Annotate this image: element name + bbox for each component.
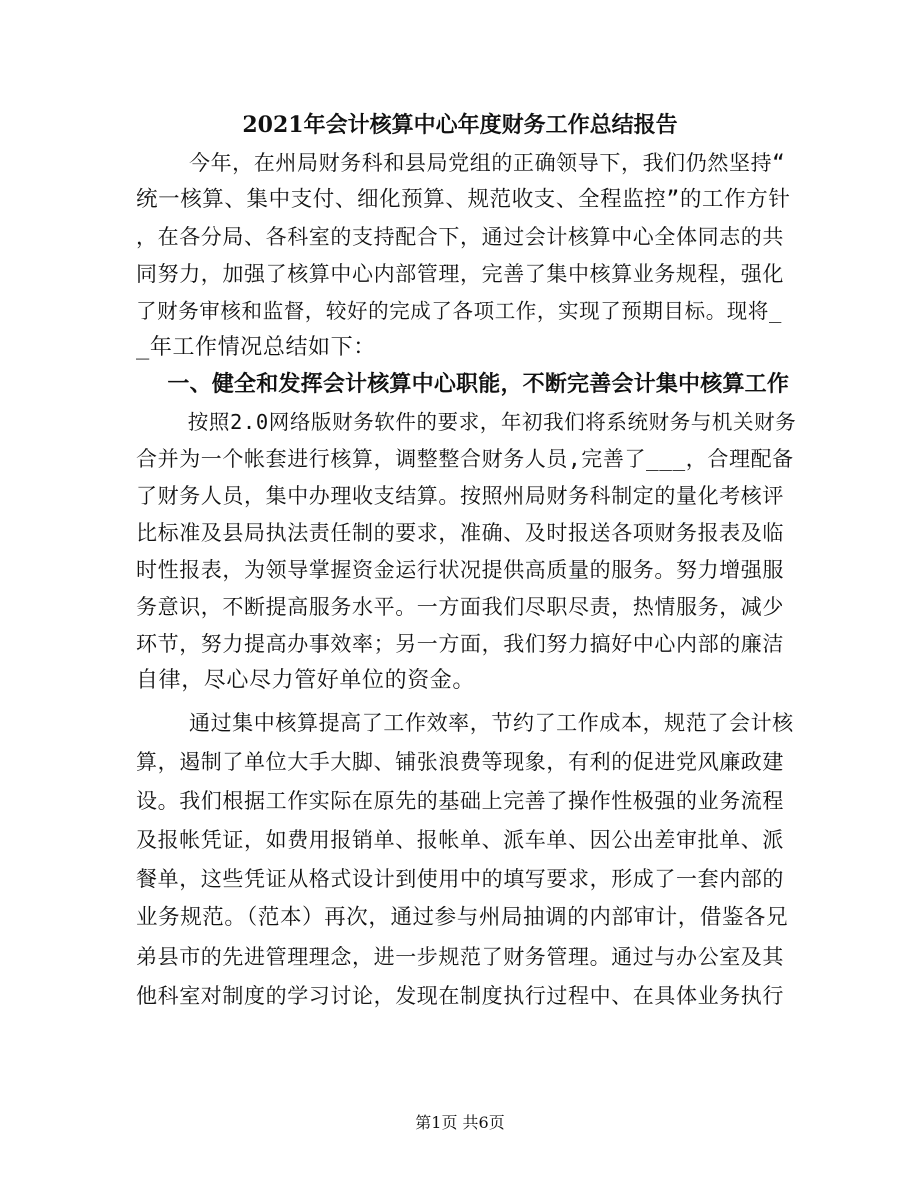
paragraph-line: 及报帐凭证，如费用报销单、报帐单、派车单、因公出差审批单、派: [136, 828, 784, 852]
paragraph-line: 弟县市的先进管理理念，进一步规范了财务管理。通过与办公室及其: [136, 945, 784, 969]
paragraph-line: 比标准及县局执法责任制的要求，准确、及时报送各项财务报表及临: [136, 521, 784, 545]
paragraph-line: 业务规范。（范本）再次，通过参与州局抽调的内部审计，借鉴各兄: [136, 905, 789, 930]
paragraph-line: 自律，尽心尽力管好单位的资金。: [136, 668, 476, 693]
paragraph-line: 通过集中核算提高了工作效率，节约了工作成本，规范了会计核: [136, 711, 794, 735]
paragraph-line: _年工作情况总结如下：: [136, 335, 376, 360]
paragraph-line: 今年，在州局财务科和县局党组的正确领导下，我们仍然坚持“: [136, 151, 786, 175]
paragraph-line: 同努力，加强了核算中心内部管理，完善了集中核算业务规程，强化: [136, 262, 784, 286]
paragraph-line: 时性报表，为领导掌握资金运行状况提供高质量的服务。努力增强服: [136, 558, 784, 582]
section-heading: 一、健全和发挥会计核算中心职能，不断完善会计集中核算工作: [136, 372, 790, 397]
paragraph-line: 按照2.0网络版财务软件的要求，年初我们将系统财务与机关财务: [136, 410, 797, 434]
document-title: 2021年会计核算中心年度财务工作总结报告: [242, 112, 678, 138]
paragraph-line: 环节，努力提高办事效率；另一方面，我们努力搞好中心内部的廉洁: [136, 632, 784, 656]
paragraph-line: 统一核算、集中支付、细化预算、规范收支、全程监控”的工作方针: [136, 187, 791, 212]
paragraph-line: 了财务人员，集中办理收支结算。按照州局财务科制定的量化考核评: [136, 484, 784, 508]
paragraph-line: 餐单，这些凭证从格式设计到使用中的填写要求，形成了一套内部的: [136, 867, 784, 891]
page-number: 第1页 共6页: [415, 1113, 505, 1132]
paragraph-line: 了财务审核和监督，较好的完成了各项工作，实现了预期目标。现将_: [136, 299, 782, 323]
paragraph-line: 务意识，不断提高服务水平。一方面我们尽职尽责，热情服务，减少: [136, 595, 784, 619]
paragraph-line: 他科室对制度的学习讨论，发现在制度执行过程中、在具体业务执行: [136, 984, 784, 1008]
paragraph-line: 设。我们根据工作实际在原先的基础上完善了操作性极强的业务流程: [136, 789, 784, 813]
paragraph-line: 合并为一个帐套进行核算，调整整合财务人员,完善了___，合理配备: [136, 447, 794, 471]
paragraph-line: 算，遏制了单位大手大脚、铺张浪费等现象，有利的促进党风廉政建: [136, 750, 784, 774]
paragraph-line: ，在各分局、各科室的支持配合下，通过会计核算中心全体同志的共: [136, 225, 784, 249]
